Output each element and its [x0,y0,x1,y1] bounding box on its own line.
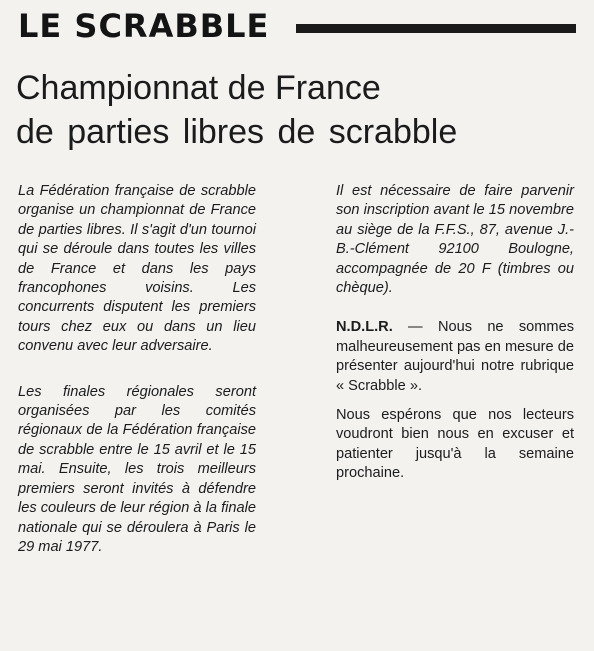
paragraph-championship: La Fédération française de scrabble organise un championnat de France de parties libres. Il s'agit d'un tournoi qui se déroule dans toutes les villes de France et dans les pays francophones voisins. Les concurrents disputent les premiers tours chez eux ou dans un lieu convenu avec leur adversaire. [18,183,256,355]
editor-note [336,318,574,396]
editor-note-text: — Nous ne sommes malheureusement pas en mesure de présenter aujourd'hui notre rubrique « Scrabble ». [336,319,574,394]
editor-note-label: N.D.L.R. [336,319,393,336]
rubric-header [18,6,578,50]
header-rule [296,24,576,33]
left-column [18,182,256,557]
article-headline [16,66,586,154]
right-column [336,182,574,484]
headline-line-1: Championnat de France [16,69,381,107]
paragraph-finals: Les finales régionales seront organisées par les comités régionaux de la Fédération française de scrabble entre le 15 avril et le 15 mai. Ensuite, les trois meilleurs premiers seront invités à défendre les couleurs de leur région à la finale nationale qui se déroulera à Paris le 29 mai 1977. [18,383,256,555]
rubric-title: LE SCRABBLE [18,7,270,45]
paragraph-inscription: Il est nécessaire de faire parvenir son inscription avant le 15 novembre au siège de la F.F.S., 87, avenue J.-B.-Clément 92100 Boulogne, accompagnée de 20 F (timbres ou chèque). [336,183,574,297]
headline-line-2: de parties libres de scrabble [16,113,458,151]
paragraph-excuse: Nous espérons que nos lecteurs voudront bien nous en excuser et patienter jusqu'à la semaine prochaine. [336,407,574,482]
